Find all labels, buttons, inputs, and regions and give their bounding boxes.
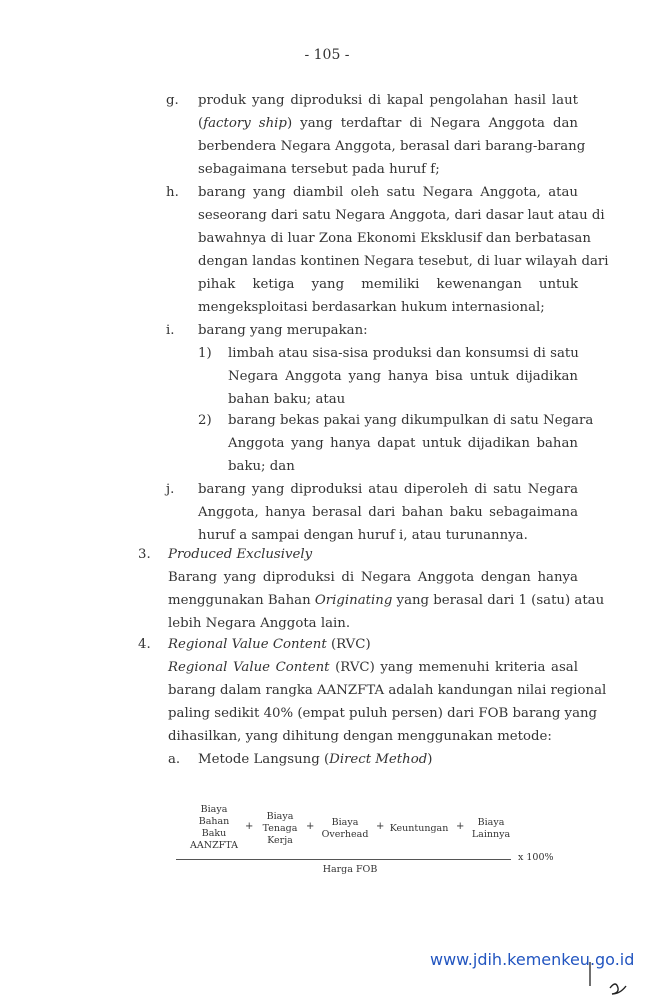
section-4-line-3: paling sedikit 40% (empat puluh persen) dari FOB barang yang <box>168 706 598 721</box>
section-3-line-2: menggunakan Bahan Originating yang berasal dari 1 (satu) atau <box>168 593 605 608</box>
formula-term-tenaga-kerja: Biaya Tenaga Kerja <box>262 811 298 846</box>
item-i-1-line-3: bahan baku; atau <box>228 392 346 407</box>
item-h-line-5: pihak ketiga yang memiliki kewenangan untuk <box>198 277 578 292</box>
item-i-2-line-3: baku; dan <box>228 459 295 474</box>
item-i-1-line-2: Negara Anggota yang hanya bisa untuk dijadikan <box>228 369 578 384</box>
item-h-line-3: bawahnya di luar Zona Ekonomi Eksklusif dan berbatasan <box>198 231 591 246</box>
section-4a-text: Metode Langsung (Direct Method) <box>198 752 433 767</box>
item-j-line-1: barang yang diproduksi atau diperoleh di satu Negara <box>198 482 578 497</box>
formula-term-bahan-baku: Biaya Bahan Baku AANZFTA <box>190 804 238 851</box>
section-3-line-1: Barang yang diproduksi di Negara Anggota dengan hanya <box>168 570 578 585</box>
section-4a-label: a. <box>168 752 181 767</box>
formula-multiplier: x 100% <box>518 852 554 863</box>
formula-plus-1: + <box>245 821 254 832</box>
item-j-line-3: huruf a sampai dengan huruf i, atau turunannya. <box>198 528 528 543</box>
item-i-2-line-1: barang bekas pakai yang dikumpulkan di satu Negara <box>228 413 594 428</box>
item-g-line-1: produk yang diproduksi di kapal pengolahan hasil laut <box>198 93 578 108</box>
footer-url[interactable]: www.jdih.kemenkeu.go.id <box>430 950 635 969</box>
page-number: - 105 - <box>304 47 350 63</box>
section-4-line-4: dihasilkan, yang dihitung dengan menggunakan metode: <box>168 729 552 744</box>
formula-term-overhead: Biaya Overhead <box>321 817 369 840</box>
section-4-line-1: Regional Value Content (RVC) yang memenuhi kriteria asal <box>168 660 578 675</box>
formula-plus-3: + <box>376 821 385 832</box>
item-i-label: i. <box>166 323 175 338</box>
formula-plus-2: + <box>306 821 315 832</box>
item-i-line: barang yang merupakan: <box>198 323 368 338</box>
item-j-line-2: Anggota, hanya berasal dari bahan baku sebagaimana <box>198 505 578 520</box>
section-3-line-3: lebih Negara Anggota lain. <box>168 616 351 631</box>
formula-plus-4: + <box>456 821 465 832</box>
item-g-line-3: berbendera Negara Anggota, berasal dari barang-barang <box>198 139 586 154</box>
formula-denominator: Harga FOB <box>322 864 378 875</box>
item-i-2-line-2: Anggota yang hanya dapat untuk dijadikan bahan <box>228 436 578 451</box>
item-g-label: g. <box>166 93 179 108</box>
item-i-2-label: 2) <box>198 413 212 428</box>
section-4-label: 4. <box>138 637 151 652</box>
item-h-line-2: seseorang dari satu Negara Anggota, dari dasar laut atau di <box>198 208 605 223</box>
formula-term-lainnya: Biaya Lainnya <box>471 817 511 840</box>
signature-mark <box>588 960 628 1000</box>
item-i-1-line-1: limbah atau sisa-sisa produksi dan konsumsi di satu <box>228 346 579 361</box>
formula-term-keuntungan: Keuntungan <box>389 823 449 834</box>
section-3-label: 3. <box>138 547 151 562</box>
section-3-heading: Produced Exclusively <box>168 547 313 562</box>
item-h-line-1: barang yang diambil oleh satu Negara Anggota, atau <box>198 185 578 200</box>
item-h-line-4: dengan landas kontinen Negara tesebut, di luar wilayah dari <box>198 254 609 269</box>
section-4-heading: Regional Value Content (RVC) <box>168 637 371 652</box>
section-4-line-2: barang dalam rangka AANZFTA adalah kandungan nilai regional <box>168 683 607 698</box>
fraction-bar <box>176 859 511 860</box>
item-g-line-4: sebagaimana tersebut pada huruf f; <box>198 162 440 177</box>
item-h-label: h. <box>166 185 179 200</box>
item-i-1-label: 1) <box>198 346 212 361</box>
item-j-label: j. <box>166 482 175 497</box>
item-h-line-6: mengeksploitasi berdasarkan hukum internasional; <box>198 300 545 315</box>
item-g-line-2: (factory ship) yang terdaftar di Negara Anggota dan <box>198 116 578 131</box>
